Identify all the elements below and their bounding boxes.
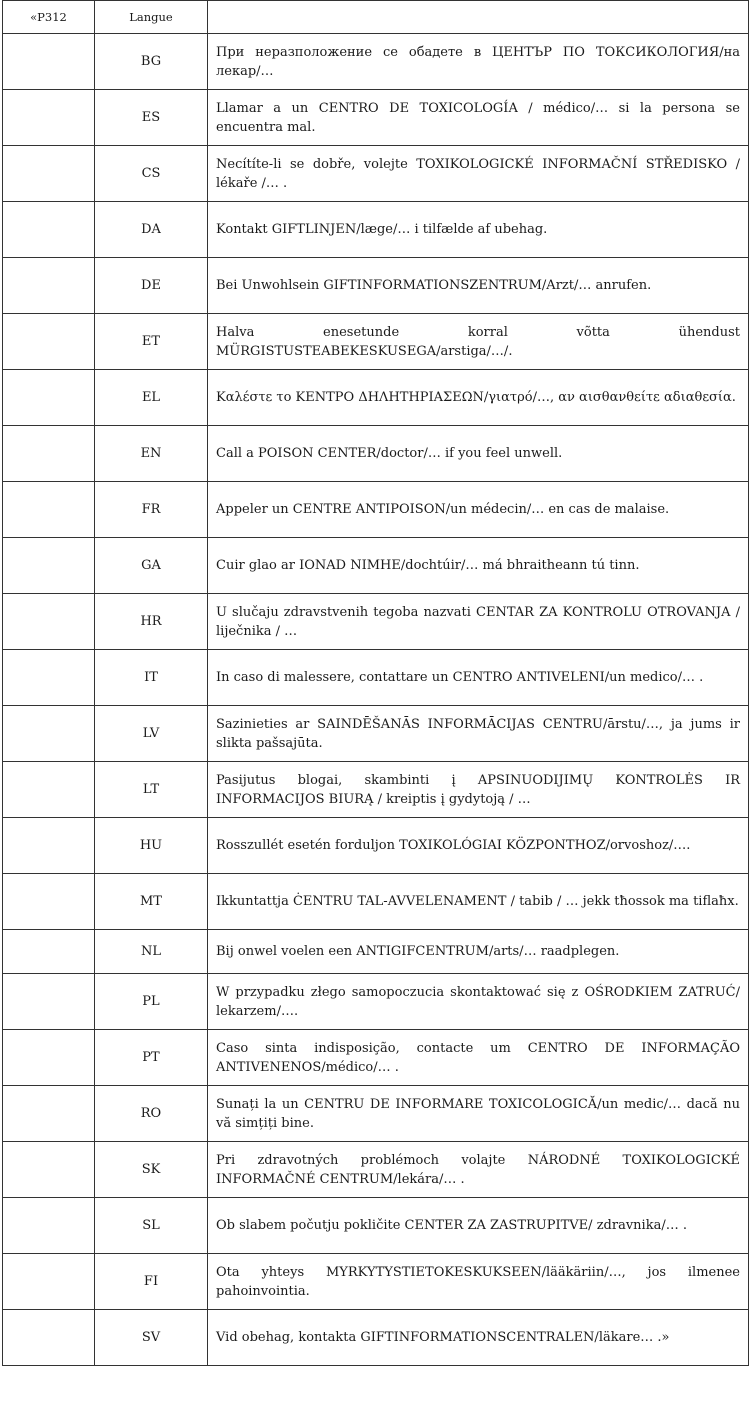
empty-cell [3,930,95,974]
precautionary-statement-text: W przypadku złego samopoczucia skontaktować się z OŚRODKIEM ZATRUĆ/ lekarzem/…. [208,974,749,1030]
language-code: LV [95,706,208,762]
empty-cell [3,1198,95,1254]
language-code: MT [95,874,208,930]
empty-cell [3,258,95,314]
table-row [3,146,749,202]
language-code: PT [95,1030,208,1086]
empty-cell [3,874,95,930]
empty-cell [3,1030,95,1086]
table-row [3,818,749,874]
precautionary-statement-text: Ikkuntattja ĊENTRU TAL-AVVELENAMENT / tabib / … jekk tħossok ma tiflaħx. [208,874,749,930]
language-code: LT [95,762,208,818]
table-row [3,426,749,482]
empty-cell [3,538,95,594]
table-row [3,482,749,538]
table-body [3,1,749,1366]
language-code: NL [95,930,208,974]
empty-cell [3,594,95,650]
precautionary-statement-text: Ota yhteys MYRKYTYSTIETOKESKUKSEEN/lääkäriin/…, jos ilmenee pahoinvointia. [208,1254,749,1310]
table-header-row [3,1,749,34]
precautionary-statement-text: Caso sinta indisposição, contacte um CENTRO DE INFORMAÇÃO ANTIVENENOS/médico/… . [208,1030,749,1086]
precautionary-statement-text: Necítíte-li se dobře, volejte TOXIKOLOGICKÉ INFORMAČNÍ STŘEDISKO / lékaře /… . [208,146,749,202]
language-code: EN [95,426,208,482]
language-code: CS [95,146,208,202]
language-code: IT [95,650,208,706]
empty-cell [3,1310,95,1366]
language-column-header: Langue [95,1,208,34]
language-code: BG [95,34,208,90]
precautionary-statement-text: In caso di malessere, contattare un CENTRO ANTIVELENI/un medico/… . [208,650,749,706]
precautionary-statement-text: Bij onwel voelen een ANTIGIFCENTRUM/arts/… raadplegen. [208,930,749,974]
language-code: HU [95,818,208,874]
language-code: SV [95,1310,208,1366]
table-row [3,930,749,974]
precautionary-statement-text: Sunați la un CENTRU DE INFORMARE TOXICOLOGICĂ/un medic/… dacă nu vă simțiți bine. [208,1086,749,1142]
table-row [3,594,749,650]
language-code: SK [95,1142,208,1198]
language-code: ET [95,314,208,370]
language-code: DE [95,258,208,314]
precautionary-statement-text: Cuir glao ar IONAD NIMHE/dochtúir/… má bhraitheann tú tinn. [208,538,749,594]
statement-reference: «P312 [3,1,95,34]
empty-cell [3,426,95,482]
empty-cell [3,706,95,762]
precautionary-statement-text: Kontakt GIFTLINJEN/læge/… i tilfælde af ubehag. [208,202,749,258]
empty-cell [3,818,95,874]
language-code: EL [95,370,208,426]
precautionary-statement-text: Halva enesetunde korral võtta ühendust MÜRGISTUSTEABEKESKUSEGA/arstiga/…/. [208,314,749,370]
language-code: PL [95,974,208,1030]
empty-cell [3,1086,95,1142]
language-code: SL [95,1198,208,1254]
precautionary-statement-text: При неразположение се обадете в ЦЕНТЪР ПО ТОКСИКОЛОГИЯ/на лекар/… [208,34,749,90]
precautionary-statement-text: Appeler un CENTRE ANTIPOISON/un médecin/… en cas de malaise. [208,482,749,538]
table-row [3,650,749,706]
empty-cell [3,762,95,818]
precautionary-statement-text: Rosszullét esetén forduljon TOXIKOLÓGIAI KÖZPONTHOZ/orvoshoz/…. [208,818,749,874]
table-row [3,314,749,370]
table-row [3,1030,749,1086]
precautionary-statement-text: Llamar a un CENTRO DE TOXICOLOGÍA / médico/… si la persona se encuentra mal. [208,90,749,146]
empty-cell [3,650,95,706]
precautionary-statement-text: Sazinieties ar SAINDĒŠANĀS INFORMĀCIJAS CENTRU/ārstu/…, ja jums ir slikta pašsajūta. [208,706,749,762]
table-row [3,258,749,314]
table-row [3,706,749,762]
language-code: ES [95,90,208,146]
empty-cell [3,202,95,258]
empty-cell [3,34,95,90]
empty-cell [3,1142,95,1198]
precautionary-statement-text: Bei Unwohlsein GIFTINFORMATIONSZENTRUM/Arzt/… anrufen. [208,258,749,314]
empty-cell [3,482,95,538]
language-code: FR [95,482,208,538]
hazard-phrase-table [2,0,749,1366]
table-row [3,874,749,930]
table-row [3,370,749,426]
empty-cell [3,1254,95,1310]
text-column-header [208,1,749,34]
language-code: DA [95,202,208,258]
empty-cell [3,314,95,370]
precautionary-statement-text: Pasijutus blogai, skambinti į APSINUODIJIMŲ KONTROLĖS IR INFORMACIJOS BIURĄ / kreiptis į gydytoją / … [208,762,749,818]
language-code: GA [95,538,208,594]
empty-cell [3,90,95,146]
language-code: RO [95,1086,208,1142]
empty-cell [3,146,95,202]
precautionary-statement-text: U slučaju zdravstvenih tegoba nazvati CENTAR ZA KONTROLU OTROVANJA / liječnika / … [208,594,749,650]
empty-cell [3,974,95,1030]
precautionary-statement-text: Vid obehag, kontakta GIFTINFORMATIONSCENTRALEN/läkare… .» [208,1310,749,1366]
table-row [3,762,749,818]
precautionary-statement-text: Call a POISON CENTER/doctor/… if you feel unwell. [208,426,749,482]
precautionary-statement-text: Pri zdravotných problémoch volajte NÁRODNÉ TOXIKOLOGICKÉ INFORMAČNÉ CENTRUM/lekára/… . [208,1142,749,1198]
table-row [3,202,749,258]
table-row [3,1086,749,1142]
table-row [3,90,749,146]
table-row [3,974,749,1030]
language-code: HR [95,594,208,650]
language-code: FI [95,1254,208,1310]
table-row [3,538,749,594]
empty-cell [3,370,95,426]
table-row [3,1142,749,1198]
table-row [3,1254,749,1310]
precautionary-statement-text: Ob slabem počutju pokličite CENTER ZA ZASTRUPITVE/ zdravnika/… . [208,1198,749,1254]
table-row [3,1198,749,1254]
table-row [3,1310,749,1366]
table-row [3,34,749,90]
precautionary-statement-text: Καλέστε το ΚΕΝΤΡΟ ΔΗΛΗΤΗΡΙΑΣΕΩΝ/γιατρό/…, αν αισθανθείτε αδιαθεσία. [208,370,749,426]
